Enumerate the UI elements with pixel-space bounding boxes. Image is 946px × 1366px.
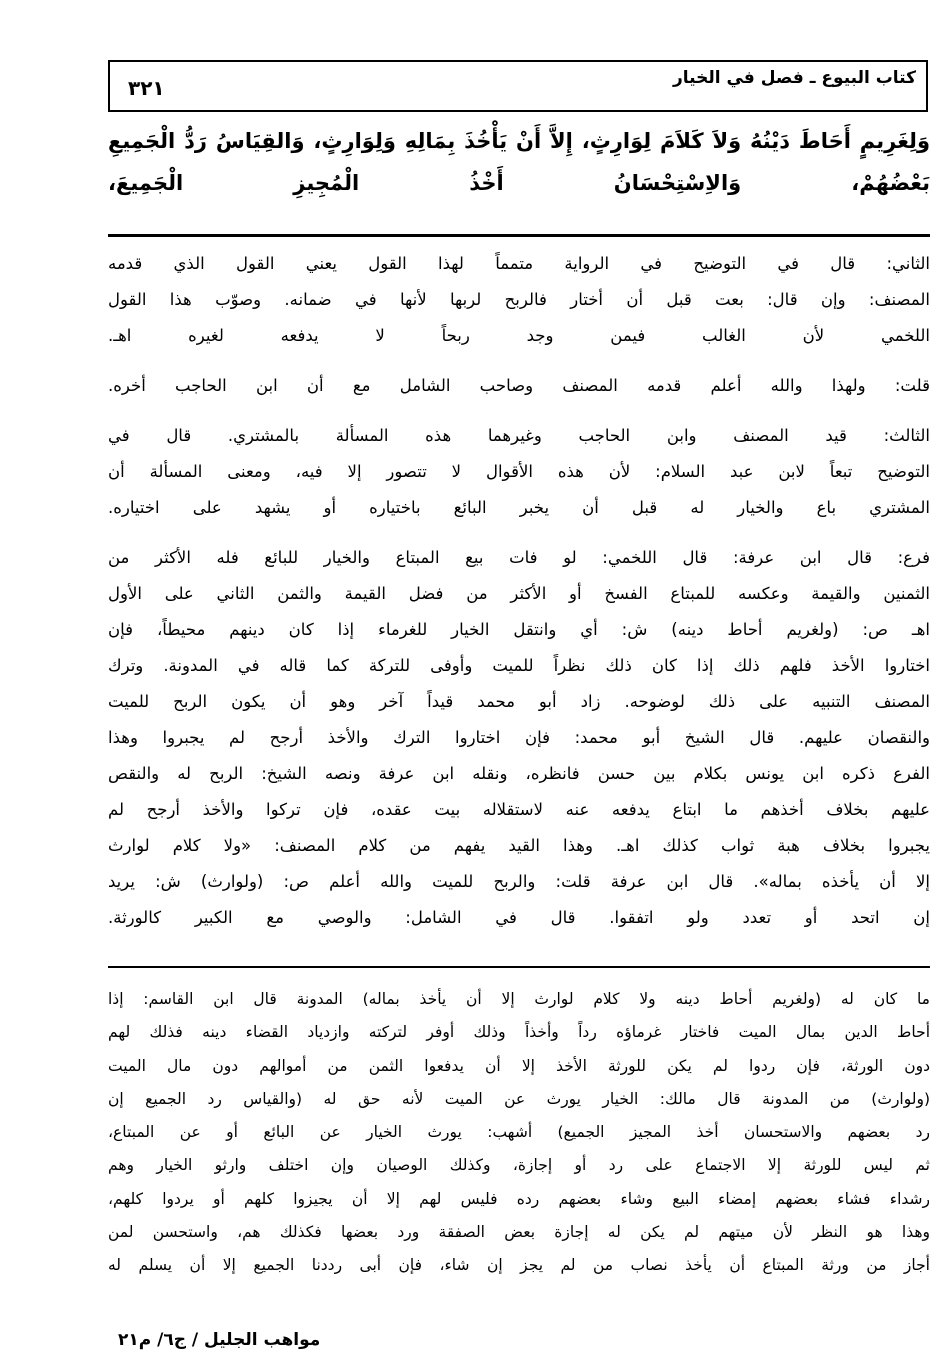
text-line: رد بعضهم والاستحسان أخذ المجيز الجميع) أشهب: يورث الخيار عن البائع أو عن المبتاع، xyxy=(108,1123,930,1142)
text-line: إلا أن يأخذه بماله». قال ابن عرفة قلت: والربح للميت والله أعلم ص: (ولوارث) ش: يريد xyxy=(108,872,930,891)
footnote-divider xyxy=(108,966,930,968)
text-line: وَلِغَرِيمٍ أَحَاطَ دَيْنُهُ وَلاَ كَلاَمَ لِوَارِثٍ، إِلاَّ أَنْ يَأْخُذَ بِمَالِهِ وَلِوَارِثٍ، وَالقِيَاسُ رَدُّ الْجَمِيعِ xyxy=(108,129,930,153)
running-header-title: كتاب البيوع ـ فصل في الخيار xyxy=(672,68,916,88)
divider xyxy=(108,234,930,237)
paragraph-gap xyxy=(108,404,930,418)
text-line: وهذا هو النظر لأن ميتهم لم يكن له إجازة بعض الصفقة ورد بعضها فكذلك هم، واستحسن لمن xyxy=(108,1223,930,1242)
text-line: ثم ليس للورثة إلا الاجتماع على رد أو إجازة، وكذلك الوصيان وإن اختلف وارثو الخيار وهم xyxy=(108,1156,930,1175)
text-line: الثاني: قال في التوضيح في الرواية متمماً لهذا القول يعني القول الذي قدمه xyxy=(108,254,930,273)
text-line: رشداء فشاء بعضهم إمضاء البيع وشاء بعضهم رده فليس لهم إلا أن يجيزوا كلهم أو يردوا كلهم، xyxy=(108,1189,930,1208)
text-line: عليهم بخلاف أخذهم ما ابتاع يدفعه عنه لاستقلاله بيت عقده، فإن تركوا والأخذ أرجح لم xyxy=(108,800,930,819)
text-line: اللخمي لأن الغالب فيمن وجد ربحاً لا يدفعه لغيره اهـ. xyxy=(108,326,930,345)
text-line: دون الورثة، فإن ردوا لم يكن للورثة الأخذ إلا أن يدفعوا الثمن من أموالهم دون مال الميت xyxy=(108,1056,930,1075)
page-number: ٣٢١ xyxy=(128,76,165,100)
text-line: المصنف: وإن قال: بعت قبل أن أختار فالربح لربها لأنها في ضمانه. وصوّب هذا القول xyxy=(108,290,930,309)
paragraph xyxy=(108,368,930,404)
paragraph-gap xyxy=(108,526,930,540)
footnote xyxy=(108,983,930,1283)
text-line: قلت: ولهذا والله أعلم قدمه المصنف وصاحب الشامل مع أن ابن الحاجب أخره. xyxy=(108,376,930,395)
text-line: اختاروا الأخذ فلهم ذلك إذا كان ذلك نظراً للميت وأوفى للتركة كما قاله في المدونة. وترك xyxy=(108,656,930,675)
paragraph-gap xyxy=(108,354,930,368)
text-line: التوضيح تبعاً لابن عبد السلام: لأن هذه الأقوال لا تتصور إلا فيه، ومعنى المسألة أن xyxy=(108,462,930,481)
text-line: فرع: قال ابن عرفة: قال اللخمي: لو فات بيع المبتاع والخيار للبائع فله الأكثر من xyxy=(108,548,930,567)
text-line: (ولوارث) من المدونة قال مالك: الخيار يورث عن الميت لأنه حق له (والقياس رد الجميع إن xyxy=(108,1089,930,1108)
text-line: أحاط الدين بمال الميت فاختار غرماؤه رداً وأخذاً وذلك أوفر لتركته وازدياد القضاء دينه فذلك لهم xyxy=(108,1023,930,1042)
paragraph xyxy=(108,246,930,354)
signature-mark: مواهب الجليل / ج٦/ م٢١ xyxy=(118,1330,321,1350)
text-line: والنقصان عليهم. قال الشيخ أبو محمد: فإن اختاروا الترك والأخذ أرجح لم يجبروا وهذا xyxy=(108,728,930,747)
commentary xyxy=(108,246,930,936)
text-line: المصنف التنبيه على ذلك لوضوحه. زاد أبو محمد قيداً آخر وهو أن يكون الربح للميت xyxy=(108,692,930,711)
text-line: ما كان له (ولغريم أحاط دينه ولا كلام لوارث إلا أن يأخذ بماله) المدونة قال ابن القاسم: إذا xyxy=(108,990,930,1008)
text-line: الثالث: قيد المصنف وابن الحاجب وغيرهما هذه المسألة بالمشتري. قال في xyxy=(108,426,930,445)
paragraph xyxy=(108,540,930,936)
main-text xyxy=(108,120,930,204)
text-line: المشتري باع والخيار له قبل أن يخبر البائع باختياره أو يشهد على اختياره. xyxy=(108,498,930,517)
text-line: بَعْضُهُمْ، وَالاِسْتِحْسَانُ أَخْذُ الْمُجِيزِ الْجَمِيعَ، xyxy=(108,171,930,195)
text-line: أجاز من ورثة المبتاع أن يأخذ نصاب من لم يجز إن شاء، فإن أبى رددنا الجميع إلا أن يسلم له xyxy=(108,1256,930,1275)
text-line: اهـ ص: (ولغريم أحاط دينه) ش: أي وانتقل الخيار للغرماء إذا كان دينهم محيطاً، فإن xyxy=(108,620,930,639)
paragraph xyxy=(108,418,930,526)
running-header xyxy=(108,60,928,112)
text-line: الثمنين والقيمة وعكسه للمبتاع الفسخ أو الأكثر من فضل القيمة والثمن الثاني على الأول xyxy=(108,584,930,603)
text-line: يجبروا بخلاف هبة ثواب كذلك اهـ. وهذا القيد يفهم من كلام المصنف: «ولا كلام لوارث xyxy=(108,836,930,855)
text-line: الفرع ذكره ابن يونس بكلام بين حسن فانظره، ونقله ابن عرفة ونصه الشيخ: الربح له والنقص xyxy=(108,764,930,783)
text-line: إن اتحد أو تعدد ولو اتفقوا. قال في الشامل: والوصي مع الكبير كالورثة. xyxy=(108,908,930,927)
